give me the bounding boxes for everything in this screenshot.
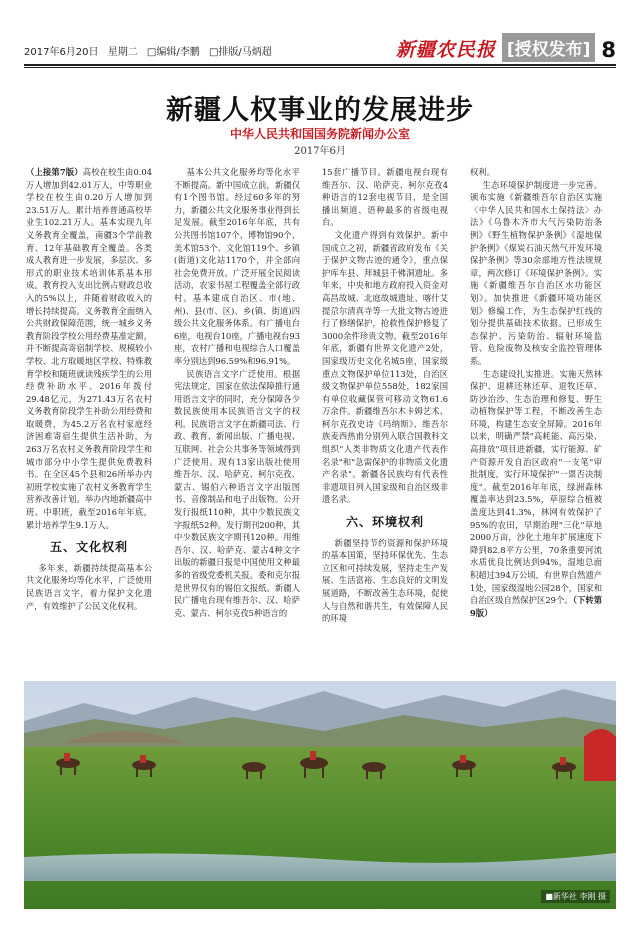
masthead-brand [396,33,616,62]
section-heading-culture [26,541,152,554]
masthead-rule-thin [24,67,616,68]
article-date: 2017年6月 [294,146,346,157]
column-4-paragraph-0: 权利。 [470,167,495,177]
column-1-paragraph-2: 多年来，新疆持续提高基本公共文化服务均等化水平，广泛使用民族语言文字，着力保护文化遗产，有效维护了公民文化权利。 [26,562,152,611]
column-3-paragraph-1: 15套广播节目。新疆电视台现有维吾尔、汉、哈萨克、柯尔克孜4种语言的12套电视节目，是全国播出频道、语种最多的省级电视台。 [322,167,448,228]
section-label: [授权发布] [502,33,596,62]
section-6-title: 六、环境权利 [345,515,424,530]
masthead-rule-thick [24,64,616,66]
masthead [24,30,616,64]
column-1-text-1: 高校在校生由0.04万人增加到42.01万人，中等职业学校在校生由0.20万人增加到23.51万人。累计培养普通高校毕业生102.21万人。基本实现九年义务教育全覆盖，南疆3个学前教育、12年基础教育全覆盖。各类成人教育进一步发展，多层次、多形式的职业技术培训体系基本形成。教育投入支出比例占财政总收入的5%以上，并随着财政收入的增长持续提高。义务教育全面纳入公共财政保障范围，统一城乡义务教育阶段学校公用经费基准定额，并不断提高寄宿制学校、规模较小学校、北方取暖地区学校、特殊教育学校和随班就读残疾学生的公用经费补助水平。2016年拨付29.48亿元，为271.43万名农村义务教育阶段学生补助公用经费和取暖费，为45.2万名农村家庭经济困难寄宿生提供生活补助，为263万名农村义务教育阶段学生和城市部分中小学生提供免费教科书。在全区45个县和26所举办内初班学校实施了农村义务教育学生营养改善计划。举办内地新疆高中班、中职班，截至2016年年底，累计培养学生9.1万人。 [26,167,152,530]
article-byline: 中华人民共和国国务院新闻办公室 [229,127,410,141]
text-column-3 [322,166,448,625]
column-2-paragraph-2: 民族语言文字广泛使用。根据宪法规定，国家在依法保障推行通用语言文字的同时，充分保障各少数民族使用本民族语言文字的权利。民族语言文字在新疆司法、行政、教育、新闻出版、广播电视、互联网、社会公共事务等领域得到广泛使用。现有13家出版社使用维吾尔、汉、哈萨克、柯尔克孜、蒙古、锡伯六种语言文字出版图书、音像制品和电子出版物。公开发行报纸110种，其中少数民族文字报纸52种。发行期刊200种，其中少数民族文字期刊120种。用维吾尔、汉、哈萨克、蒙古4种文字出版的新疆日报是中国使用文种最多的省级党委机关报。委和克尔报是世界仅有的锡伯文报纸。新疆人民广播电台现有维吾尔、汉、哈萨克、蒙古、柯尔克孜5种语言的 [174,368,300,618]
page-number: 8 [601,38,616,62]
column-4-paragraph-1: 生态环境保护制度进一步完善。颁布实施《新疆维吾尔自治区实施〈中华人民共和国水土保持法〉办法》《乌鲁木齐市大气污染防治条例》《野生植物保护条例》《湿地保护条例》《煤炭石油天然气开发环境保护条例》等30余部地方性法规规章，两次修订《环境保护条例》。实施《新疆维吾尔自治区水功能区划》。加快推进《新疆环境功能区划》修编工作，为生态保护红线的划分提供基础技术依据。已形成生态保护、污染防治、辐射环境监管、危险废物及核安全监控管理体系。 [470,179,602,366]
editor-credit: □编辑/李鹏 [146,47,200,58]
grassland-photo [24,681,616,909]
issue-date: 2017年6月20日 [24,47,99,58]
column-1-paragraph-1 [26,166,152,531]
column-4-paragraph-2 [470,368,602,620]
grassland-photo-illustration [24,681,616,909]
column-3-paragraph-3: 新疆坚持节约资源和保护环境的基本国策，坚持环保优先、生态立区和可持续发展，坚持走生产发展、生活富裕、生态良好的文明发展道路，不断改善生态环境，促使人与自然和谐共生，有效保障人民的环境 [322,537,448,624]
column-4-text-2: 生态建设扎实推进。实施天然林保护、退耕还林还草、退牧还草、防沙治沙、生态治理和修复、野生动植物保护等工程，不断改善生态环境，构建生态安全屏障。2016年以来，明确严禁"高耗能、高污染、高排放"项目进新疆，实行能源、矿产资源开发自治区政府"一支笔"审批制度，实行环境保护"一票否决制度"。截至2016年年底，绿洲森林覆盖率达到23.5%，草原综合植被盖度达到41.3%，林网有效保护了95%的农田，早期治理"三化"草地2000万亩，沙化土地年扩展速度下降到82.8平方公里，70条重要河流水质优良比例达到94%，湿地总面积超过394万公顷，有世界自然遗产1处，国家级湿地公园28个，国家和自治区级自然保护区29个。 [470,368,602,606]
column-2-paragraph-1: 基本公共文化服务均等化水平不断提高。新中国成立前，新疆仅有1个图书馆。经过60多年的努力，新疆公共文化服务事业得到长足发展。截至2016年年底，共有公共图书馆107个、博物馆90个、美术馆53个、文化馆119个、乡镇(街道)文化站1170个，并全部向社会免费开放。广泛开展全民阅读活动，农家书屋工程覆盖全部行政村。基本建成自治区、市(地、州)、县(市、区)、乡(镇、街道)四级公共文化服务体系。有广播电台6座，电视台10座，广播电视台93座，农村广播和电视综合人口覆盖率分别达到96.59%和96.91%。 [174,167,300,366]
section-5-title: 五、文化权利 [49,540,128,555]
text-column-2 [174,166,300,619]
issue-weekday: 星期二 [107,47,138,58]
continued-from-tag: （上接第7版） [26,167,83,177]
text-column-1 [26,166,152,612]
article-title: 新疆人权事业的发展进步 [166,95,474,126]
masthead-info [24,43,278,58]
paper-name-logo: 新疆农民报 [395,39,496,61]
continued-to-tag: （下转第9版） [470,595,602,618]
layout-credit: □排版/马炳超 [208,47,272,58]
section-heading-environment [322,516,448,529]
text-column-4 [470,166,602,619]
column-3-paragraph-2: 文化遗产得到有效保护。新中国成立之初，新疆省政府发布《关于保护文物古迹的通令》，重点保护库车县、拜城县千佛洞遗址。多年来，中央和地方政府投入资金对高昌故城、北庭故城遗址、喀什艾提尕尔清真寺等一大批文物古迹进行了修缮保护，抢救性保护修复了3000余件珍贵文物。截至2016年年底，新疆有世界文化遗产2处，国家级历史文化名城5座，国家级重点文物保护单位113处，自治区级文物保护单位558处，182家国有单位收藏保管可移动文物61.6万余件。新疆维吾尔木卡姆艺术、柯尔克孜史诗《玛纳斯》、维吾尔族麦西热甫分别列入联合国教科文组织"人类非物质文化遗产代表作名录"和"急需保护的非物质文化遗产名录"。新疆各民族均有代表性非遗项目列入国家级和自治区级非遗名录。 [322,229,448,505]
photo-credit: ■新华社 李刚 摄 [541,890,610,903]
